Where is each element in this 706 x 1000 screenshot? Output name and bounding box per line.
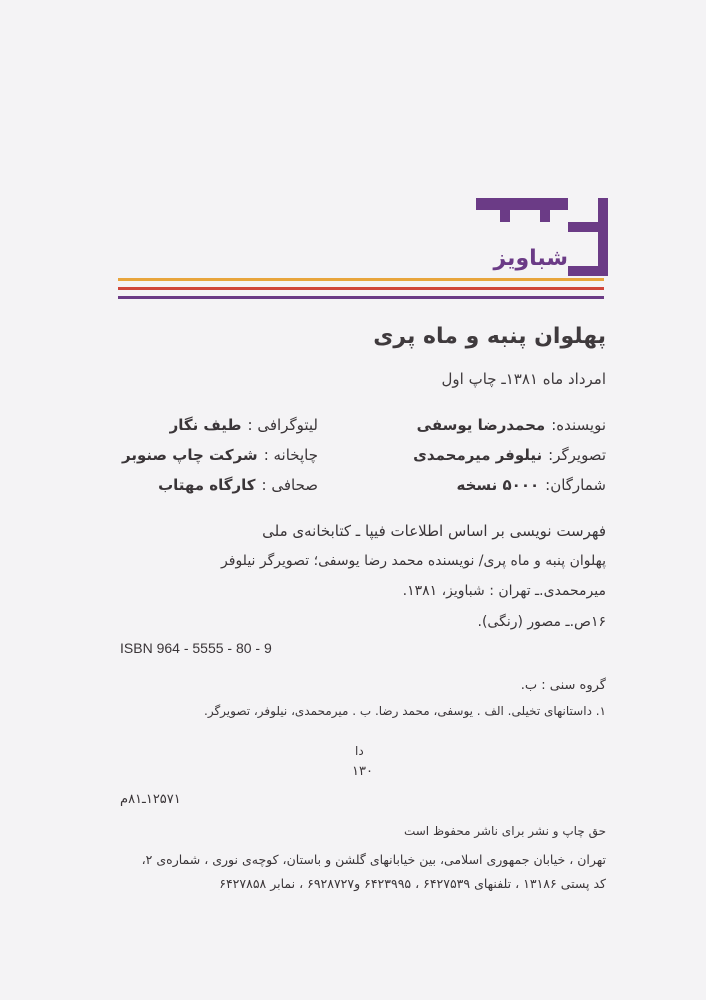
- cip-line-2: میرمحمدی.ـ تهران : شباویز، ۱۳۸۱.: [402, 583, 606, 599]
- logo-block-left-tab: [500, 210, 510, 222]
- credit-printer: چاپخانه :شرکت چاپ صنوبر: [122, 446, 318, 464]
- logo-block-arm: [568, 222, 608, 232]
- rule-orange: [118, 278, 604, 281]
- logo-wordmark: شباویز: [493, 246, 568, 271]
- credit-lithography: لیتوگرافی :طیف نگار: [169, 416, 318, 434]
- credit-author: نویسنده:محمدرضا یوسفی: [416, 416, 606, 434]
- isbn: ISBN 964 - 5555 - 80 - 9: [120, 640, 272, 656]
- publisher-logo: [468, 198, 608, 282]
- cip-heading: فهرست نویسی بر اساس اطلاعات فیپا ـ کتابخانه‌ی ملی: [262, 522, 606, 540]
- address-line-1: تهران ، خیابان جمهوری اسلامی، بین خیابانهای گلشن و باستان، کوچه‌ی نوری ، شماره‌ی ۲،: [141, 852, 606, 867]
- cip-subjects: ۱. داستانهای تخیلی. الف . یوسفی، محمد رضا. ب . میرمحمدی، نیلوفر، تصویرگر.: [204, 704, 606, 718]
- book-title: پهلوان پنبه و ماه پری: [373, 324, 606, 349]
- rule-red: [118, 287, 604, 290]
- credit-binding: صحافی :کارگاه مهتاب: [158, 476, 318, 494]
- cip-class-number: ۱۳۰: [352, 764, 373, 779]
- cip-class-letters: دا: [355, 744, 364, 758]
- credit-illustrator: تصویرگر:نیلوفر میرمحمدی: [413, 446, 606, 464]
- logo-block-mid-tab: [540, 210, 550, 222]
- copyright-notice: حق چاپ و نشر برای ناشر محفوظ است: [403, 824, 606, 838]
- cip-line-1: پهلوان پنبه و ماه پری/ نویسنده محمد رضا یوسفی؛ تصویرگر نیلوفر: [221, 553, 606, 569]
- credit-print-run: شمارگان:۵۰۰۰ نسخه: [456, 476, 606, 494]
- cip-record-number: ۱۲۵۷۱ـ۸۱م: [120, 792, 181, 807]
- cip-line-3: ۱۶ص.ـ مصور (رنگی).: [477, 614, 606, 630]
- cip-age-group: گروه سنی : ب.: [520, 678, 606, 693]
- address-line-2: کد پستی ۱۳۱۸۶ ، تلفنهای ۶۴۲۷۵۳۹ ، ۶۴۲۳۹۹۵ و۶۹۲۸۷۲۷ ، نمابر ۶۴۲۷۸۵۸: [219, 876, 606, 891]
- rule-purple: [118, 296, 604, 299]
- logo-block-top: [476, 198, 568, 210]
- edition-line: امرداد ماه ۱۳۸۱ـ چاپ اول: [441, 370, 606, 388]
- logo-block-base: [568, 266, 608, 276]
- logo-block-right-bar: [598, 198, 608, 276]
